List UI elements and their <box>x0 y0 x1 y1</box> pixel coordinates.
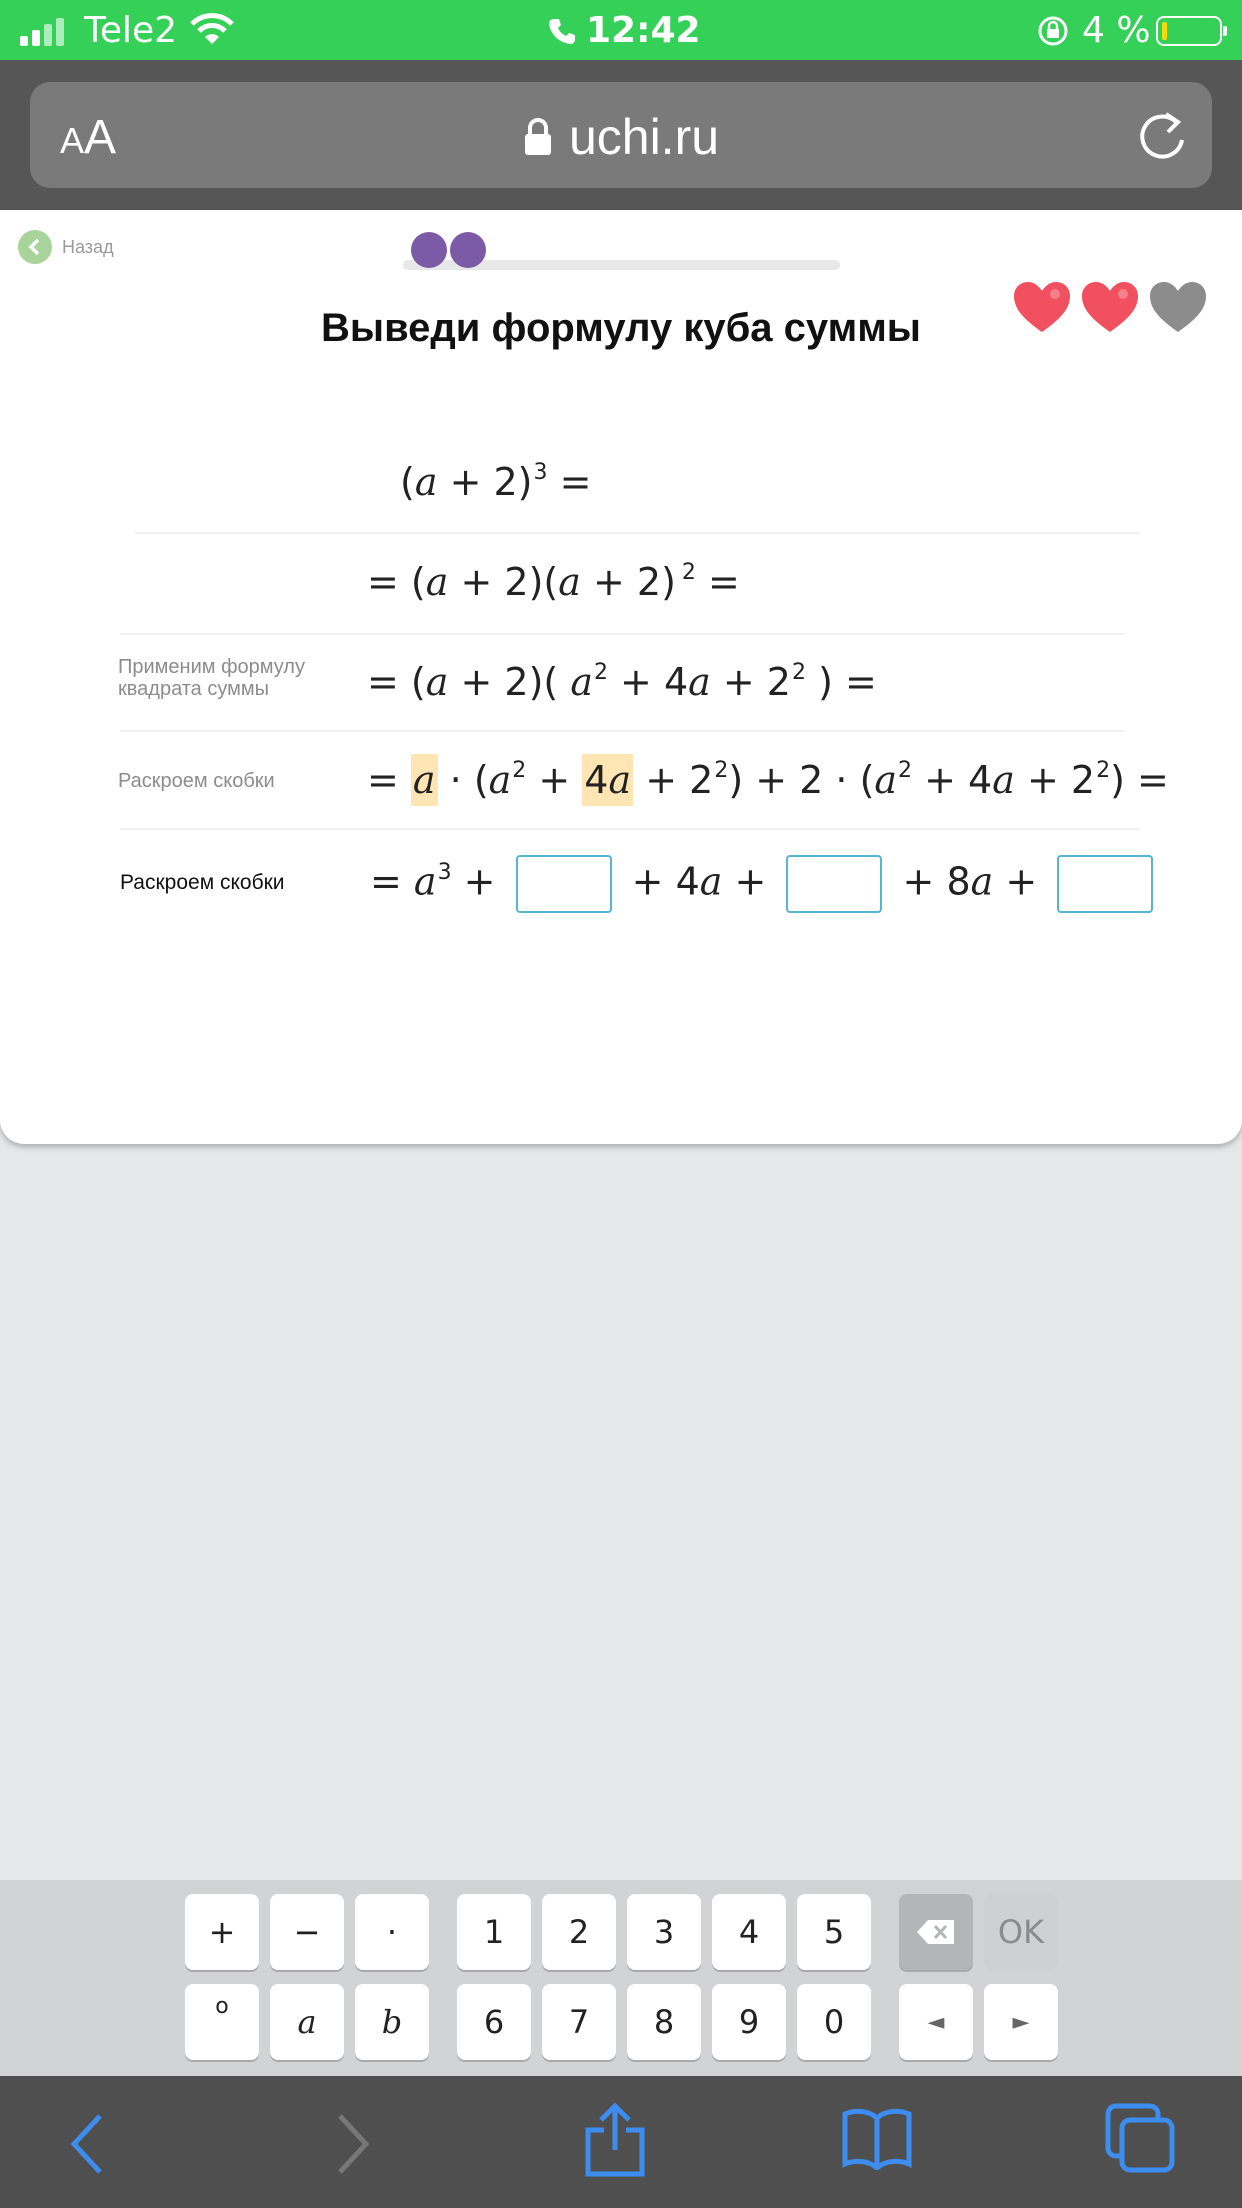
key-5[interactable]: 5 <box>797 1894 871 1970</box>
wifi-icon <box>190 12 234 50</box>
battery-icon <box>1156 16 1222 46</box>
key-0[interactable]: 0 <box>797 1984 871 2060</box>
back-button[interactable] <box>18 230 114 264</box>
math-keyboard <box>0 1880 1242 2076</box>
tabs-icon[interactable] <box>1104 2102 1176 2179</box>
backspace-icon <box>916 1919 956 1945</box>
formula-row-5: = $a^3$ + + 4a + + 8a + <box>370 855 1161 913</box>
url-field[interactable] <box>30 82 1212 188</box>
key-degree[interactable]: o <box>185 1984 259 2060</box>
divider <box>120 828 1140 830</box>
lock-icon <box>523 117 553 157</box>
key-multiply-dot[interactable]: · <box>355 1894 429 1970</box>
hint-row-5: Раскроем скобки <box>120 871 285 894</box>
share-icon[interactable] <box>584 2102 646 2183</box>
formula-row-1: $(a + 2)^3$ = <box>400 460 592 504</box>
formula-row-3: = (a + 2)( $a^2 + 4a + 2^2$ ) = <box>367 660 877 704</box>
battery-percent: 4 % <box>1082 10 1151 51</box>
key-4[interactable]: 4 <box>712 1894 786 1970</box>
reload-icon[interactable] <box>1136 108 1188 169</box>
ok-button[interactable]: OK <box>984 1894 1058 1970</box>
browser-toolbar <box>0 2076 1242 2208</box>
key-minus[interactable]: − <box>270 1894 344 1970</box>
signal-icon <box>20 16 64 46</box>
key-plus[interactable]: + <box>185 1894 259 1970</box>
key-a[interactable]: a <box>270 1984 344 2060</box>
key-b[interactable]: b <box>355 1984 429 2060</box>
key-backspace[interactable] <box>899 1894 973 1970</box>
phone-icon <box>548 17 576 45</box>
page-title: Выведи формулу куба суммы <box>321 306 921 350</box>
cursor-right-button[interactable]: ► <box>984 1984 1058 2060</box>
status-bar <box>0 0 1242 60</box>
key-9[interactable]: 9 <box>712 1984 786 2060</box>
answer-input-1[interactable] <box>516 855 612 913</box>
cursor-left-button[interactable]: ◄ <box>899 1984 973 2060</box>
progress-dot <box>450 232 486 268</box>
answer-input-3[interactable] <box>1057 855 1153 913</box>
key-7[interactable]: 7 <box>542 1984 616 2060</box>
clock <box>548 10 701 51</box>
forward-chevron-icon[interactable] <box>332 2112 372 2181</box>
progress-dot <box>411 232 447 268</box>
term-4a: + 4a + <box>631 859 767 904</box>
term-8a: + 8a + <box>902 859 1038 904</box>
time-label: 12:42 <box>586 10 701 51</box>
task-card <box>0 210 1242 1144</box>
formula-row-2: = (a + 2)(a + 2) $^2$ = <box>367 560 740 604</box>
key-6[interactable]: 6 <box>457 1984 531 2060</box>
answer-input-2[interactable] <box>786 855 882 913</box>
key-8[interactable]: 8 <box>627 1984 701 2060</box>
hint-row-4: Раскроем скобки <box>118 770 275 792</box>
rotation-lock-icon <box>1036 14 1070 52</box>
carrier-name: Tele2 <box>84 10 178 51</box>
key-1[interactable]: 1 <box>457 1894 531 1970</box>
hint-row-3: Применим формулу квадрата суммы <box>118 656 305 700</box>
text-size-button[interactable]: AA <box>60 111 117 164</box>
bookmarks-icon[interactable] <box>842 2106 912 2175</box>
key-2[interactable]: 2 <box>542 1894 616 1970</box>
chevron-left-icon <box>18 230 52 264</box>
back-chevron-icon[interactable] <box>68 2112 108 2181</box>
url-text: uchi.ru <box>568 109 720 165</box>
back-label: Назад <box>62 236 114 257</box>
browser-address-bar <box>0 60 1242 210</box>
formula-row-4: = $a \cdot (a^2 + 4a + 2^2) + 2 \cdot (a^2 + 4a + 2^2)$ = <box>367 758 1169 802</box>
divider <box>120 633 1125 635</box>
key-3[interactable]: 3 <box>627 1894 701 1970</box>
divider <box>135 532 1140 534</box>
divider <box>120 730 1125 732</box>
